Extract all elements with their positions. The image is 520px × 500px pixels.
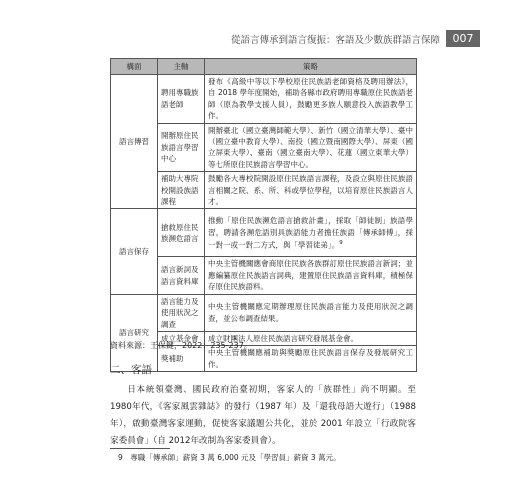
table-row (111, 209, 417, 257)
strategy-text: 發布《高級中等以下學校原住民族語老師資格及聘用辦法》，自 2018 學年度開始，補助各縣市政府聘用專職原住民族語老師（原為教學支援人員），鼓勵更多族人願意投入族語教學工作。 (208, 77, 413, 121)
subject-cell: 成立基金會 (158, 331, 205, 345)
body-paragraph: 日本統領臺灣、國民政府治臺初期，客家人的「族群性」尚不明顯。至 1980年代，《客家風雲雜誌》的發行（1987 年）及「還我母語大遊行」（1988 年），啟動臺灣客家運動，促使客家議題公共化，並於 2001 年設立「行政院客家委員會」（自 2012年改制為客家委員會）。 (110, 385, 416, 446)
subject-cell: 聘用專職族語老師 (158, 75, 205, 124)
strategy-text: 成立財團法人原住民族語言研究發展基金會。 (208, 333, 358, 343)
subject-cell: 搶救原住民族瀕危語言 (158, 209, 205, 257)
table-header-row (111, 59, 417, 75)
subject-cell: 開辦原住民族語言學習中心 (158, 123, 205, 172)
column-header-axis: 主軸 (158, 59, 205, 75)
column-header-dimension: 構面 (111, 59, 158, 75)
strategy-text: 鼓勵各大專校院開設原住民族語言課程，及設立與原住民族語言相關之院、系、所、科或學位學程，以培育原住民族語言人才。 (208, 174, 413, 207)
category-cell: 語言研究 (111, 294, 158, 371)
footnote-divider (110, 448, 170, 449)
running-header (0, 30, 520, 50)
table-source-note: 資料來源：王保鍵，2022：235-237。 (110, 341, 252, 350)
strategy-cell (205, 123, 417, 172)
subject-cell: 語言能力及使用狀況之調查 (158, 294, 205, 331)
strategy-cell (205, 75, 417, 124)
strategy-cell (205, 172, 417, 209)
subject-cell: 補助大專院校開設族語課程 (158, 172, 205, 209)
strategy-cell (205, 209, 417, 257)
table-row (111, 75, 417, 124)
running-title: 從語言傳承到語言復振：客語及少數族群語言保障 (230, 35, 440, 46)
strategy-text: 中央主管機關應定期辦理原住民族語言能力及使用狀況之調查，並公布調查結果。 (208, 302, 413, 323)
language-policy-table (110, 58, 417, 372)
page-number: 007 (446, 30, 480, 47)
strategy-cell (205, 257, 417, 294)
subject-cell: 語言新詞及語言資料庫 (158, 257, 205, 294)
strategy-text: 開辦臺北（國立臺灣師範大學）、新竹（國立清華大學）、臺中（國立臺中教育大學）、南投（國立暨南國際大學）、屏東（國立屏東大學）、臺南（國立臺南大學）、花蓮（國立東華大學）等七所原住民族語言學習中心。 (208, 125, 413, 169)
category-cell: 語言傳習 (111, 75, 158, 209)
footnote: 9 專職「傳承師」薪資 3 萬 6,000 元及「學習員」薪資 3 萬元。 (118, 453, 341, 462)
footnote-marker: 9 (339, 239, 343, 246)
section-heading: 二、客語 (110, 364, 152, 376)
strategy-text: 推動「原住民族瀕危語言搶救計畫」，採取「師徒制」族語學習，聘請各瀕危語別具族語能力者擔任族語「傳承師傅」，採一對一或一對二方式，與「學習徒弟」。 (208, 216, 413, 250)
column-header-strategy: 策略 (205, 59, 417, 75)
strategy-text: 中央主管機關應會商原住民族各族群訂原住民族語言新詞；並應編纂原住民族語言詞典，建置原住民族語言資料庫，積極保存原住民族語料。 (208, 259, 413, 292)
category-cell: 語言保存 (111, 209, 158, 294)
table-row (111, 294, 417, 331)
subject-cell: 獎補助 (158, 346, 205, 372)
strategy-cell (205, 294, 417, 331)
strategy-text: 中央主管機關應補助與獎勵原住民族語言保存及發展研究工作。 (208, 348, 413, 369)
